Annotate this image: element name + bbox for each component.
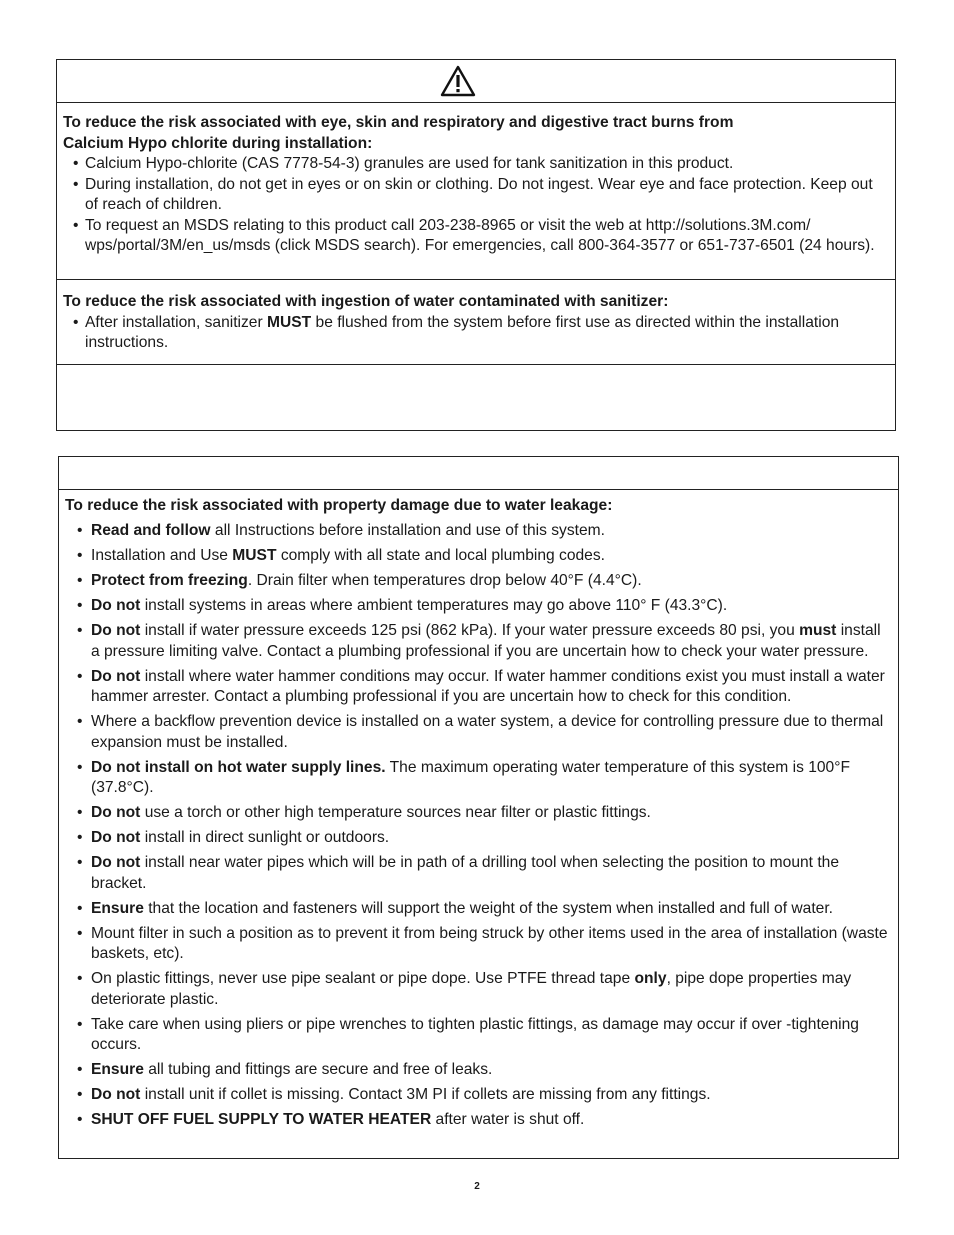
- warning-box: [56, 59, 896, 431]
- list-item: • Calcium Hypo-chlorite (CAS 7778-54-3) granules are used for tank sanitization in this product.: [63, 154, 887, 175]
- caution-box: [58, 456, 899, 1159]
- list-item: • SHUT OFF FUEL SUPPLY TO WATER HEATER after water is shut off.: [65, 1110, 892, 1131]
- section-heading: To reduce the risk associated with eye, skin and respiratory and digestive tract burns from Calcium Hypo chlorite during installation:: [63, 114, 734, 152]
- sanitizer-ingestion-section: [57, 280, 895, 365]
- water-leakage-section: [59, 490, 898, 1131]
- list-item: • Ensure that the location and fasteners will support the weight of the system when installed and full of water.: [65, 899, 892, 920]
- bullet-list: [65, 521, 892, 1131]
- section-heading: To reduce the risk associated with property damage due to water leakage:: [65, 497, 613, 514]
- list-item: • Do not install near water pipes which will be in path of a drilling tool when selecting the position to mount the bracket.: [65, 853, 892, 894]
- list-item: • Installation and Use MUST comply with all state and local plumbing codes.: [65, 546, 892, 567]
- list-item: • To request an MSDS relating to this product call 203-238-8965 or visit the web at http://solutions.3M.com/ wps/portal/3M/en_us/msds (click MSDS search). For emergencies, call 800-364-3577 or 651-737-6501 (24 hours).: [63, 216, 887, 257]
- list-item: • Do not use a torch or other high temperature sources near filter or plastic fittings.: [65, 803, 892, 824]
- warning-header: [57, 60, 895, 103]
- list-item: • Do not install in direct sunlight or outdoors.: [65, 828, 892, 849]
- section-heading: To reduce the risk associated with ingestion of water contaminated with sanitizer:: [63, 293, 669, 310]
- page-number: 2: [474, 1181, 480, 1192]
- list-item: • Take care when using pliers or pipe wrenches to tighten plastic fittings, as damage may occur if over -tightening occurs.: [65, 1015, 892, 1056]
- list-item: • Do not install on hot water supply lines. The maximum operating water temperature of this system is 100°F (37.8°C).: [65, 758, 892, 799]
- list-item: • On plastic fittings, never use pipe sealant or pipe dope. Use PTFE thread tape only, pipe dope properties may deteriorate plastic.: [65, 969, 892, 1010]
- list-item: • Do not install where water hammer conditions may occur. If water hammer conditions exist you must install a water hammer arrester. Contact a plumbing professional if you are uncertain how to check for this condition.: [65, 667, 892, 708]
- list-item: • After installation, sanitizer MUST be flushed from the system before first use as directed within the installation instructions.: [63, 313, 887, 354]
- list-item: • Do not install systems in areas where ambient temperatures may go above 110° F (43.3°C).: [65, 596, 892, 617]
- bullet-list: [63, 154, 887, 257]
- warning-triangle-icon: [440, 65, 476, 97]
- caution-header: [59, 457, 898, 490]
- list-item: • Do not install if water pressure exceeds 125 psi (862 kPa). If your water pressure exceeds 80 psi, you must install a pressure limiting valve. Contact a plumbing professional if you are uncertain how to check your water pressure.: [65, 621, 892, 662]
- list-item: • Ensure all tubing and fittings are secure and free of leaks.: [65, 1060, 892, 1081]
- list-item: • Do not install unit if collet is missing. Contact 3M PI if collets are missing from any fittings.: [65, 1085, 892, 1106]
- list-item: • During installation, do not get in eyes or on skin or clothing. Do not ingest. Wear eye and face protection. Keep out of reach of children.: [63, 175, 887, 216]
- list-item: • Read and follow all Instructions before installation and use of this system.: [65, 521, 892, 542]
- eye-skin-burn-section: [57, 103, 895, 280]
- list-item: • Protect from freezing. Drain filter when temperatures drop below 40°F (4.4°C).: [65, 571, 892, 592]
- list-item: • Where a backflow prevention device is installed on a water system, a device for controlling pressure due to thermal expansion must be installed.: [65, 712, 892, 753]
- bullet-list: [63, 313, 887, 354]
- list-item: • Mount filter in such a position as to prevent it from being struck by other items used in the area of installation (waste baskets, etc).: [65, 924, 892, 965]
